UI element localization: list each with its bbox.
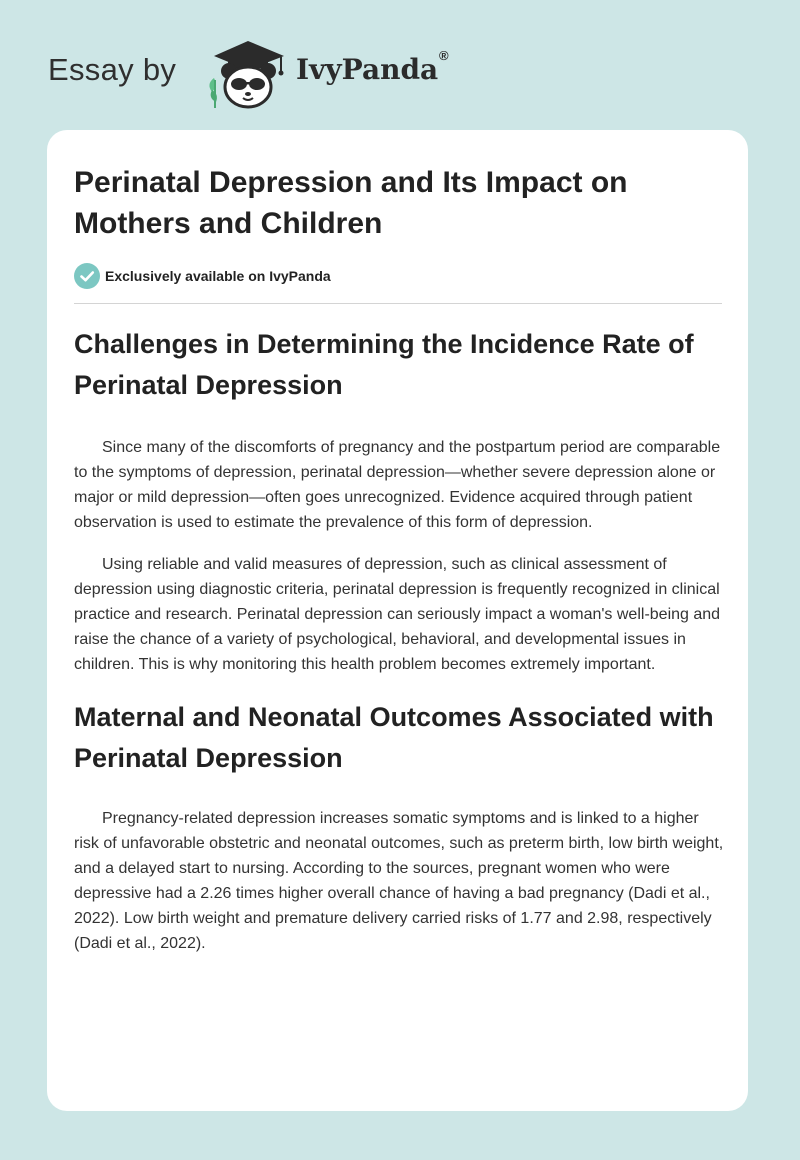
paragraph: Pregnancy-related depression increases somatic symptoms and is linked to a higher risk of unfavorable obstetric and neonatal outcomes, such as preterm birth, low birth weight, and a delayed start to nursing. According to the sources, pregnant women who were depressive had a 2.26 times higher overall chance of having a bad pregnancy (Dadi et al., 2022). Low birth weight and premature delivery carried risks of 1.77 and 2.98, respectively (Dadi et al., 2022).	[74, 810, 724, 952]
section-heading-incidence: Challenges in Determining the Incidence Rate of Perinatal Depression	[74, 329, 694, 400]
paragraph: Using reliable and valid measures of depression, such as clinical assessment of depression using diagnostic criteria, perinatal depression is frequently recognized in clinical practice and research. Perinatal depression can seriously impact a woman's well-being and raise the chance of a variety of psychological, behavioral, and developmental issues in children. This is why monitoring this health problem becomes extremely important.	[74, 556, 721, 673]
panda-graduate-logo-icon[interactable]	[204, 36, 290, 112]
ivypanda-brand-name[interactable]: IvyPanda	[296, 53, 439, 86]
essay-card	[47, 130, 748, 1111]
title-divider	[74, 303, 722, 304]
essay-title: Perinatal Depression and Its Impact on Mothers and Children	[74, 166, 628, 240]
paragraph: Since many of the discomforts of pregnancy and the postpartum period are comparable to the symptoms of depression, perinatal depression—whether severe depression alone or major or mild depression—often goes unrecognized. Evidence acquired through patient observation is used to estimate the prevalence of this form of depression.	[74, 439, 721, 531]
exclusive-badge	[74, 263, 331, 289]
check-circle-icon	[74, 263, 100, 289]
section-heading-outcomes: Maternal and Neonatal Outcomes Associated with Perinatal Depression	[74, 702, 714, 773]
essay-by-label: Essay by	[48, 52, 177, 87]
site-header	[48, 34, 468, 114]
registered-mark: ®	[439, 48, 449, 63]
exclusive-badge-label: Exclusively available on IvyPanda	[105, 268, 331, 284]
essay-body	[74, 324, 726, 956]
